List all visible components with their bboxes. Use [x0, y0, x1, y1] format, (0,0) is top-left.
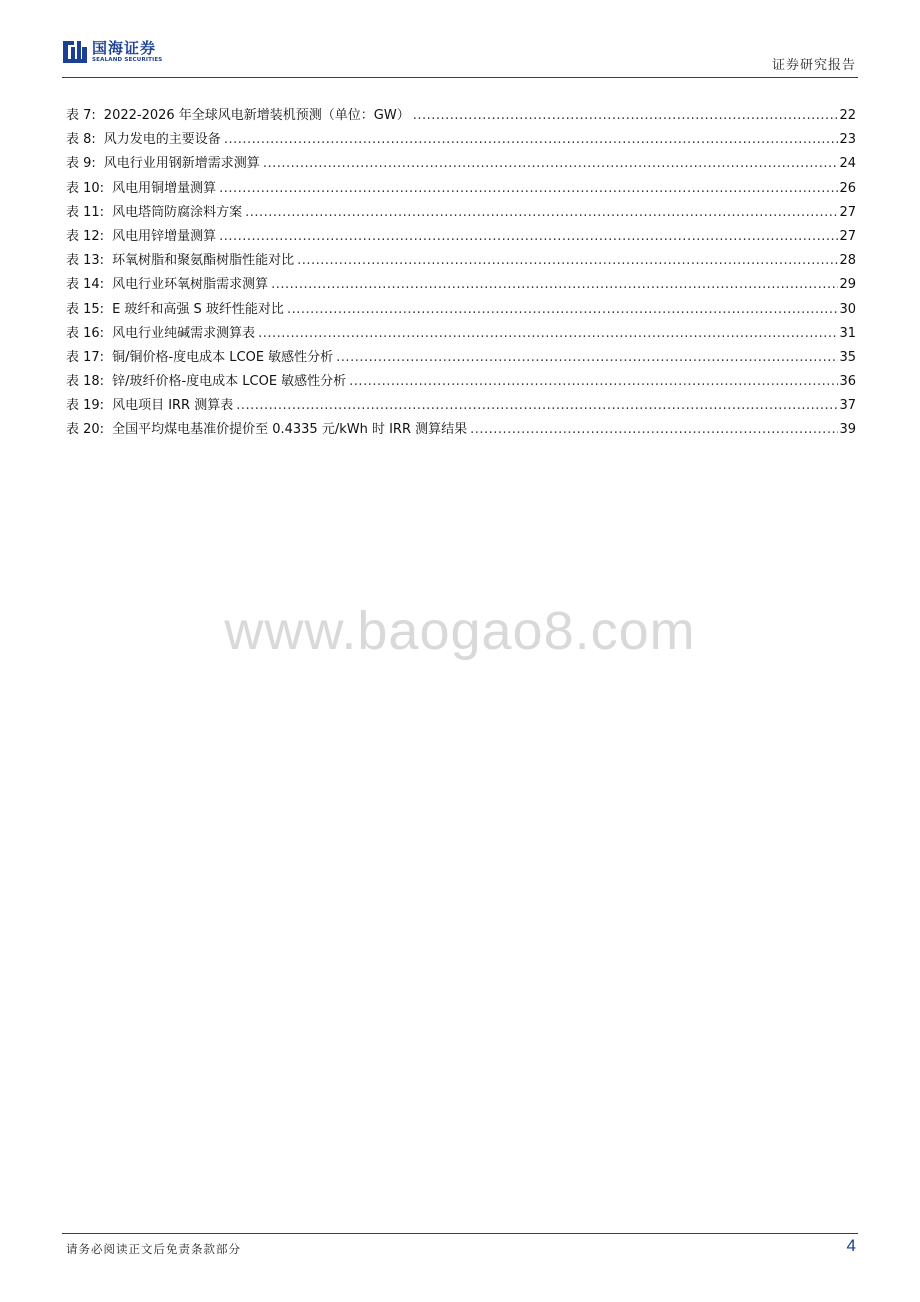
toc-entry-title: 2022-2026 年全球风电新增装机预测（单位：GW）	[103, 108, 410, 123]
toc-entry[interactable]	[66, 346, 856, 370]
toc-entry-title: 全国平均煤电基准价提价至 0.4335 元/kWh 时 IRR 测算结果	[112, 422, 468, 438]
toc-entry-number: 表 8:	[66, 132, 96, 148]
toc-entry-page: 36	[839, 374, 856, 390]
toc-dot-leader	[413, 104, 839, 128]
toc-entry-title: 风电行业用钢新增需求测算	[103, 156, 260, 172]
toc-dot-leader	[470, 418, 838, 442]
toc-entry[interactable]	[66, 249, 856, 273]
toc-entry-page: 23	[839, 132, 856, 148]
toc-dot-leader	[224, 128, 839, 152]
company-logo	[62, 38, 162, 66]
toc-dot-leader	[258, 322, 838, 346]
toc-entry[interactable]	[66, 418, 856, 442]
toc-entry[interactable]	[66, 298, 856, 322]
toc-entry-title: 铜/铜价格-度电成本 LCOE 敏感性分析	[112, 349, 334, 365]
toc-dot-leader	[297, 249, 838, 273]
toc-dot-leader	[349, 370, 838, 394]
toc-entry-number: 表 12:	[66, 228, 105, 244]
toc-dot-leader	[219, 225, 838, 249]
toc-entry-page: 27	[839, 204, 856, 220]
toc-entry-number: 表 13:	[66, 253, 105, 269]
toc-entry-number: 表 20:	[66, 422, 105, 438]
report-type-label: 证券研究报告	[771, 58, 856, 73]
toc-entry-title: 风力发电的主要设备	[103, 132, 221, 148]
toc-dot-leader	[271, 273, 838, 297]
toc-entry-page: 39	[839, 422, 856, 438]
toc-dot-leader	[236, 394, 838, 418]
toc-entry[interactable]	[66, 201, 856, 225]
toc-entry-page: 29	[839, 277, 856, 293]
toc-entry[interactable]	[66, 225, 856, 249]
sealand-logo-icon	[62, 38, 88, 66]
toc-entry-number: 表 14:	[66, 277, 105, 293]
toc-entry-number: 表 11:	[66, 204, 105, 220]
page-number: 4	[846, 1236, 856, 1255]
logo-chinese-name: 国海证券	[92, 39, 157, 57]
toc-dot-leader	[263, 152, 839, 176]
toc-dot-leader	[245, 201, 838, 225]
toc-entry-title: 风电项目 IRR 测算表	[112, 398, 234, 414]
toc-dot-leader	[219, 177, 838, 201]
toc-entry-page: 35	[839, 349, 856, 365]
toc-entry-number: 表 15:	[66, 301, 105, 317]
toc-entry-title: 风电用铜增量测算	[112, 180, 217, 196]
table-of-contents	[66, 104, 856, 443]
toc-entry[interactable]	[66, 177, 856, 201]
toc-entry-number: 表 10:	[66, 180, 105, 196]
toc-dot-leader	[287, 298, 839, 322]
toc-entry[interactable]	[66, 104, 856, 128]
toc-entry-title: 风电行业环氧树脂需求测算	[112, 277, 269, 293]
footer-divider	[62, 1233, 858, 1234]
toc-entry[interactable]	[66, 394, 856, 418]
toc-entry-number: 表 18:	[66, 374, 105, 390]
toc-entry-title: 风电塔筒防腐涂料方案	[112, 204, 243, 220]
toc-entry-number: 表 16:	[66, 325, 105, 341]
toc-entry-page: 31	[839, 325, 856, 341]
toc-entry[interactable]	[66, 370, 856, 394]
toc-entry-number: 表 7:	[66, 108, 96, 123]
toc-entry[interactable]	[66, 152, 856, 176]
toc-entry-number: 表 9:	[66, 156, 96, 172]
toc-entry-title: 风电行业纯碱需求测算表	[112, 325, 256, 341]
toc-entry-page: 30	[839, 301, 856, 317]
toc-dot-leader	[336, 346, 838, 370]
toc-entry-page: 28	[839, 253, 856, 269]
toc-entry-page: 24	[839, 156, 856, 172]
toc-entry-page: 26	[839, 180, 856, 196]
disclaimer-note: 请务必阅读正文后免责条款部分	[66, 1242, 241, 1256]
toc-entry[interactable]	[66, 128, 856, 152]
toc-entry-title: E 玻纤和高强 S 玻纤性能对比	[112, 301, 284, 317]
watermark: www.baogao8.com	[224, 601, 696, 661]
toc-entry-title: 风电用锌增量测算	[112, 228, 217, 244]
toc-entry-title: 环氧树脂和聚氨酯树脂性能对比	[112, 253, 295, 269]
toc-entry-page: 22	[839, 108, 856, 123]
toc-entry-page: 27	[839, 228, 856, 244]
toc-entry-title: 锌/玻纤价格-度电成本 LCOE 敏感性分析	[112, 374, 347, 390]
logo-english-name: SEALAND SECURITIES	[92, 57, 163, 63]
toc-entry[interactable]	[66, 273, 856, 297]
toc-entry-number: 表 17:	[66, 349, 105, 365]
header-divider	[62, 77, 858, 78]
toc-entry[interactable]	[66, 322, 856, 346]
page-header	[62, 36, 858, 76]
toc-entry-page: 37	[839, 398, 856, 414]
toc-entry-number: 表 19:	[66, 398, 105, 414]
